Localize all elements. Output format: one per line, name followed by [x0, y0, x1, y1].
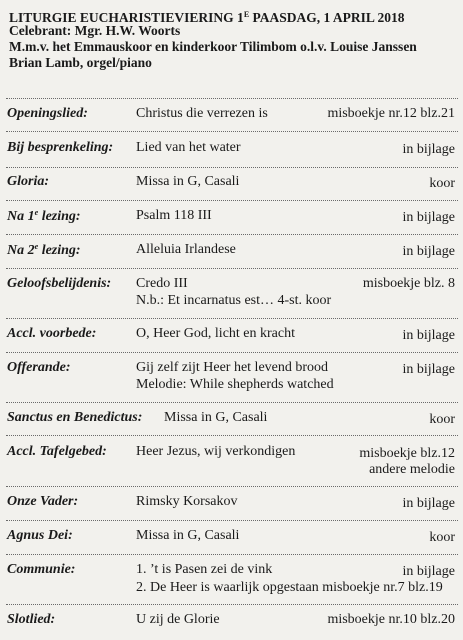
item-label: Communie: — [7, 562, 76, 577]
item-note: 2. De Heer is waarlijk opgestaan misboekje nr.7 blz.19 — [136, 580, 443, 595]
item-piece: Gij zelf zijt Heer het levend brood — [136, 360, 329, 375]
item-reference: in bijlage — [402, 564, 455, 579]
divider — [6, 98, 458, 99]
label-superscript: e — [34, 208, 39, 217]
item-reference: in bijlage — [402, 496, 455, 511]
label-text: Na 1 — [7, 209, 35, 224]
item-reference: misboekje nr.10 blz.20 — [327, 612, 455, 627]
item-reference: koor — [429, 412, 455, 427]
item-piece: Credo III — [136, 276, 188, 291]
item-label — [7, 208, 81, 225]
title-text: LITURGIE EUCHARISTIEVIERING 1 — [9, 10, 244, 25]
divider — [6, 167, 458, 168]
item-label: Agnus Dei: — [7, 528, 73, 543]
divider — [6, 131, 458, 132]
divider — [6, 604, 458, 605]
divider — [6, 352, 458, 353]
item-reference: misboekje blz. 8 — [362, 276, 455, 291]
item-label: Gloria: — [7, 174, 49, 189]
item-piece: 1. ’t is Pasen zei de vink — [136, 562, 273, 577]
celebrant-line: Celebrant: Mgr. H.W. Woorts — [9, 23, 181, 38]
item-label: Slotlied: — [7, 612, 56, 627]
item-piece: Missa in G, Casali — [164, 410, 268, 425]
item-label: Openingslied: — [7, 106, 88, 121]
title-superscript: E — [243, 10, 250, 19]
label-superscript: e — [34, 242, 39, 251]
item-label: Sanctus en Benedictus: — [7, 410, 143, 425]
item-piece: Psalm 118 III — [136, 208, 212, 223]
label-rest: lezing: — [38, 243, 81, 258]
choir-line: M.m.v. het Emmauskoor en kinderkoor Tilimbom o.l.v. Louise Janssen — [9, 39, 417, 54]
divider — [6, 520, 458, 521]
item-piece: U zij de Glorie — [136, 612, 220, 627]
item-label: Bij besprenkeling: — [7, 140, 114, 155]
item-reference: in bijlage — [402, 362, 455, 377]
item-reference: in bijlage — [402, 328, 455, 343]
item-piece: Christus die verrezen is — [136, 106, 268, 121]
item-piece: O, Heer God, licht en kracht — [136, 326, 295, 341]
item-piece: Missa in G, Casali — [136, 528, 240, 543]
item-piece: Missa in G, Casali — [136, 174, 240, 189]
organist-line: Brian Lamb, orgel/piano — [9, 55, 152, 70]
divider — [6, 486, 458, 487]
item-piece: Alleluia Irlandese — [136, 242, 236, 257]
divider — [6, 554, 458, 555]
item-label: Accl. voorbede: — [7, 326, 97, 341]
divider — [6, 200, 458, 201]
divider — [6, 402, 458, 403]
divider — [6, 268, 458, 269]
label-rest: lezing: — [38, 209, 81, 224]
item-piece: Heer Jezus, wij verkondigen — [136, 444, 296, 459]
item-label — [7, 242, 81, 259]
item-piece: Rimsky Korsakov — [136, 494, 238, 509]
divider — [6, 318, 458, 319]
item-reference: koor — [429, 176, 455, 191]
divider — [6, 234, 458, 235]
label-text: Na 2 — [7, 243, 35, 258]
item-label: Onze Vader: — [7, 494, 79, 509]
item-label: Offerande: — [7, 360, 71, 375]
item-reference: in bijlage — [402, 142, 455, 157]
title-date: PAASDAG, 1 APRIL 2018 — [249, 10, 405, 25]
item-reference: misboekje blz.12 — [359, 446, 455, 461]
item-reference: koor — [429, 530, 455, 545]
item-label: Geloofsbelijdenis: — [7, 276, 112, 291]
item-note: N.b.: Et incarnatus est… 4-st. koor — [136, 293, 332, 308]
divider — [6, 435, 458, 436]
item-label: Accl. Tafelgebed: — [7, 444, 107, 459]
item-reference: misboekje nr.12 blz.21 — [327, 106, 455, 121]
item-piece: Lied van het water — [136, 140, 241, 155]
item-note: Melodie: While shepherds watched — [136, 377, 334, 392]
item-reference-note: andere melodie — [369, 462, 455, 477]
item-reference: in bijlage — [402, 244, 455, 259]
item-reference: in bijlage — [402, 210, 455, 225]
